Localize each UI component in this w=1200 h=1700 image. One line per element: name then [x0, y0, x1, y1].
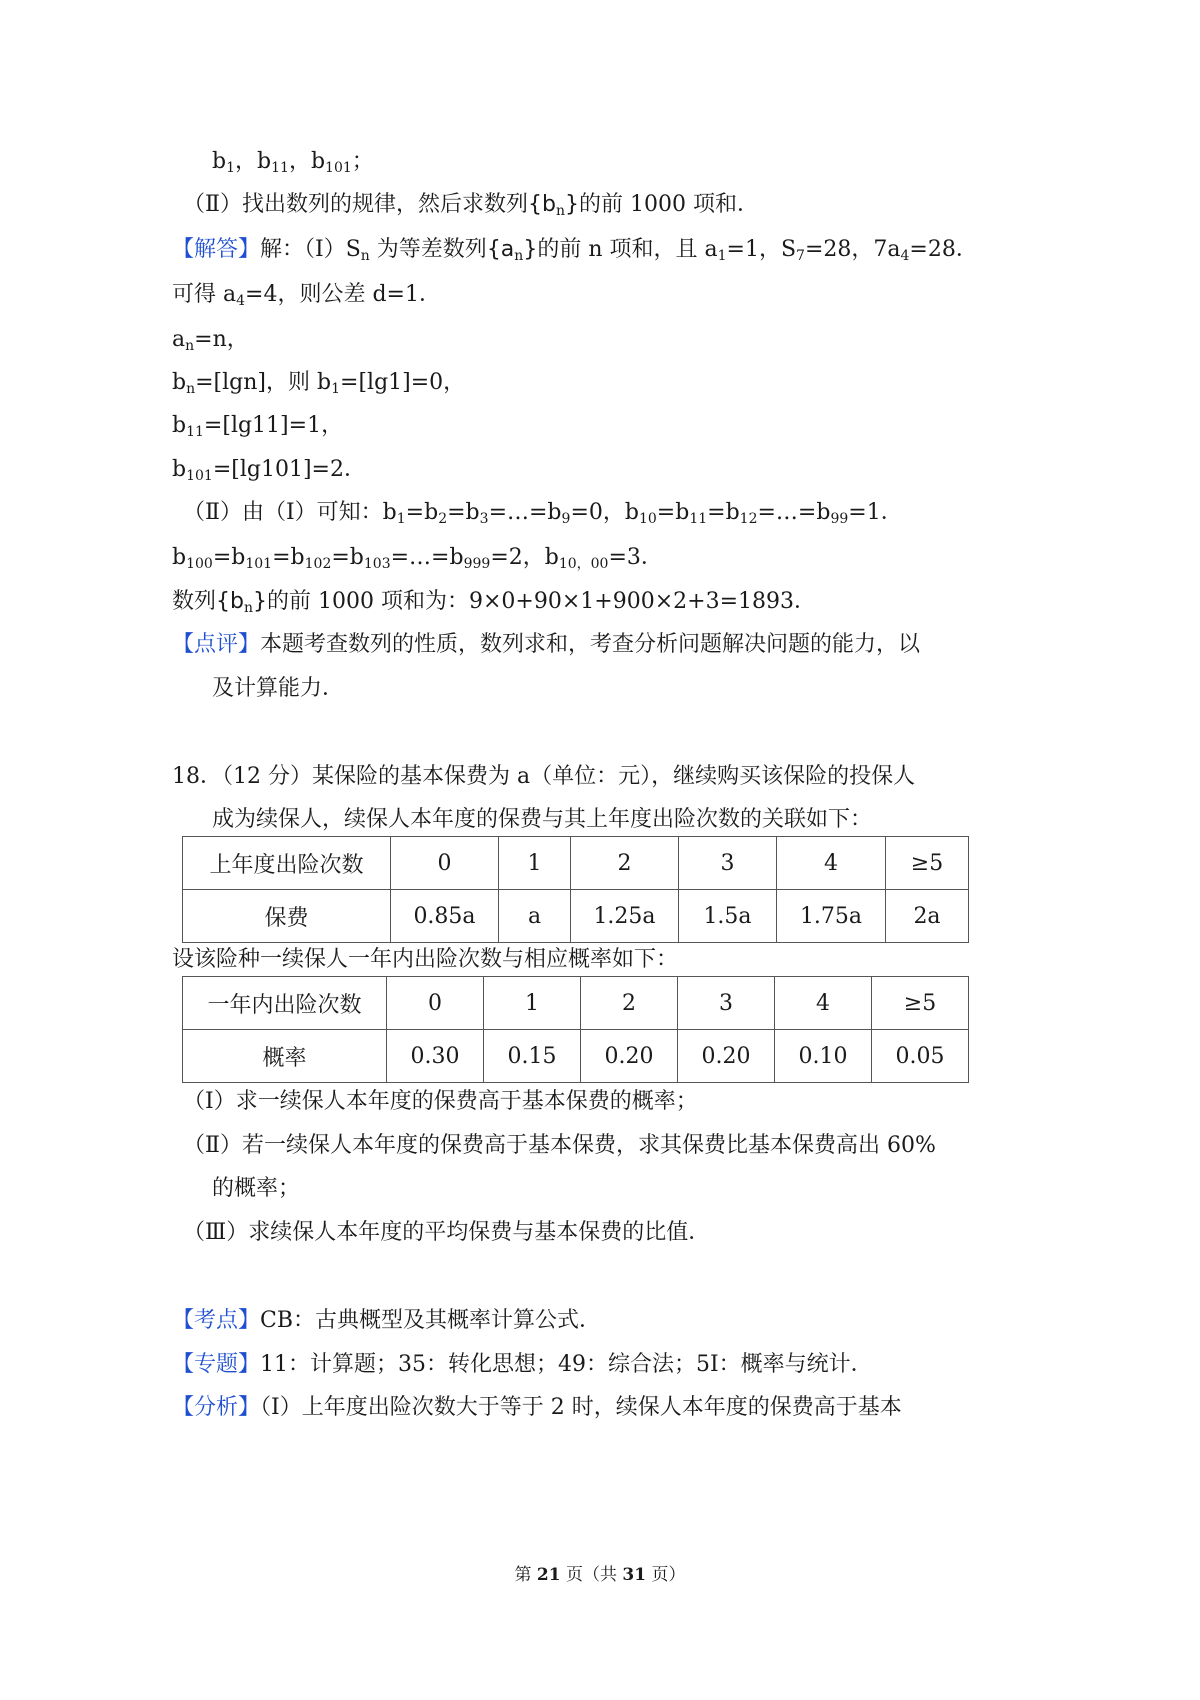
answer-line-1: 【解答】解：$(Ⅰ)S_n$ 为等差数列$\{a_n\}$的前 n 项和，且 $a_1=1$，$S_7=28$，$7a_4=28$．	[172, 237, 978, 264]
topic-line: 【专题】11：计算题；35：转化思想；49：综合法；5I：概率与统计．	[172, 1352, 873, 1377]
comment-tag: 【点评】	[172, 632, 261, 657]
table-cell: 4	[777, 837, 886, 890]
answer-line-3: $a_n=n$，	[172, 327, 249, 354]
b-list-line: $b_1$，$b_{11}$，$b_{101}$；	[212, 149, 374, 176]
knowledge-point-line: 【考点】CB：古典概型及其概率计算公式．	[172, 1308, 602, 1333]
table-cell: 保费	[183, 890, 391, 943]
question-18-part-3: （Ⅲ）求续保人本年度的平均保费与基本保费的比值．	[183, 1220, 711, 1245]
table-cell: 0.20	[678, 1030, 775, 1083]
table-row	[183, 837, 969, 890]
table-cell: 0.10	[775, 1030, 872, 1083]
topic-tag: 【专题】	[172, 1352, 261, 1377]
table-cell: ≥5	[886, 837, 969, 890]
table-cell: 一年内出险次数	[183, 977, 387, 1030]
table-cell: 3	[678, 977, 775, 1030]
analysis-tag: 【分析】	[172, 1395, 261, 1420]
table-cell: ≥5	[872, 977, 969, 1030]
table-cell: 2a	[886, 890, 969, 943]
table-cell: 0	[391, 837, 499, 890]
answer-line-2: 可得 $a_4=4$，则公差 d=1．	[172, 282, 441, 309]
table-cell: 3	[679, 837, 777, 890]
table-cell: 2	[581, 977, 678, 1030]
table-cell: 2	[571, 837, 679, 890]
page-number: 21	[536, 1565, 561, 1585]
premium-table	[182, 836, 969, 943]
page-total: 31	[622, 1565, 647, 1585]
table-cell: 1	[499, 837, 571, 890]
table-cell: 0.20	[581, 1030, 678, 1083]
table-cell: 0	[387, 977, 484, 1030]
page-footer: 第 21 页（共 31 页）	[514, 1565, 686, 1585]
answer-line-4: $b_n=[\lg n]$，则 $b_1=[\lg 1]=0$，	[172, 370, 466, 397]
question-18-line-1: 18．（12 分）某保险的基本保费为 a（单位：元），继续购买该保险的投保人	[172, 764, 916, 789]
question-18-line-2: 成为续保人，续保人本年度的保费与其上年度出险次数的关联如下：	[212, 807, 873, 832]
question-part-2: （Ⅱ）找出数列的规律，然后求数列$\{b_n\}$的前 1000 项和．	[183, 192, 759, 219]
table-cell: 1	[484, 977, 581, 1030]
comment-line-1: 【点评】本题考查数列的性质，数列求和，考查分析问题解决问题的能力，以	[172, 632, 921, 657]
table-cell: 1.5a	[679, 890, 777, 943]
answer-line-7: （Ⅱ）由（Ⅰ）可知：$b_1=b_2=b_3=\dots=b_9=0$，$b_{10}=b_{11}=b_{12}=\dots=b_{99}=1$．	[183, 500, 903, 527]
table-row	[183, 977, 969, 1030]
comment-line-2: 及计算能力．	[212, 676, 345, 701]
question-18-part-2: （Ⅱ）若一续保人本年度的保费高于基本保费，求其保费比基本保费高出 60%	[183, 1133, 936, 1158]
probability-intro: 设该险种一续保人一年内出险次数与相应概率如下：	[172, 947, 679, 972]
probability-table	[182, 976, 969, 1083]
question-18-part-2-cont: 的概率；	[212, 1176, 301, 1201]
table-row	[183, 1030, 969, 1083]
table-cell: 0.15	[484, 1030, 581, 1083]
answer-line-9: 数列$\{b_n\}$的前 1000 项和为：9×0+90×1+900×2+3=1893．	[172, 589, 816, 616]
table-cell: 4	[775, 977, 872, 1030]
table-cell: a	[499, 890, 571, 943]
question-18-part-1: （Ⅰ）求一续保人本年度的保费高于基本保费的概率；	[183, 1089, 698, 1114]
table-cell: 概率	[183, 1030, 387, 1083]
table-cell: 1.75a	[777, 890, 886, 943]
analysis-line: 【分析】（Ⅰ）上年度出险次数大于等于 2 时，续保人本年度的保费高于基本	[172, 1395, 902, 1420]
table-row	[183, 890, 969, 943]
answer-line-5: $b_{11}=[\lg 11]=1$，	[172, 413, 344, 440]
answer-line-8: $b_{100}=b_{101}=b_{102}=b_{103}=\dots=b_{999}=2$，$b_{10,00}=3$．	[172, 545, 663, 572]
answer-tag: 【解答】	[172, 237, 261, 262]
table-cell: 0.05	[872, 1030, 969, 1083]
table-cell: 0.30	[387, 1030, 484, 1083]
table-cell: 1.25a	[571, 890, 679, 943]
table-cell: 0.85a	[391, 890, 499, 943]
table-cell: 上年度出险次数	[183, 837, 391, 890]
answer-line-6: $b_{101}=[\lg 101]=2$．	[172, 457, 366, 484]
knowledge-point-tag: 【考点】	[172, 1308, 261, 1333]
